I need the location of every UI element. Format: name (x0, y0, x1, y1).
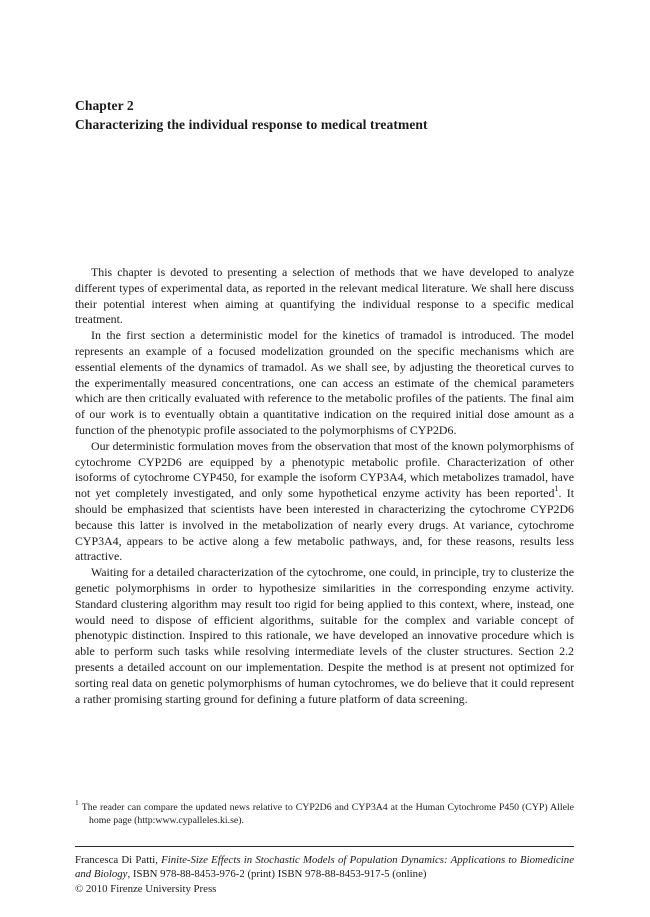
imprint-book-title: Finite-Size Effects in Stochastic Models of Population Dynamics: Applications to Biomedicine and Biology (75, 854, 575, 881)
footnote-item (75, 797, 574, 827)
footnote-marker: 1 (75, 797, 79, 807)
footnote-reference: 1 (554, 484, 559, 494)
paragraph-4: Waiting for a detailed characterization of the cytochrome, one could, in principle, try to clusterize the genetic polymorphisms in order to hypothesize similarities in the corresponding enzyme activity. Standard clustering algorithm may result too rigid for being applied to this context, where, instead, one would need to dispose of efficient algorithms, suitable for the complex and variable concept of phenotypic distinction. Inspired to this rationale, we have developed an innovative procedure which is able to perform such tasks while resolving intermediate levels of the cluster structures. Section 2.2 presents a detailed account on our implementation. Despite the method is at present not optimized for sorting real data on genetic polymorphisms of human cytochromes, we do believe that it could represent a rather promising starting ground for defining a future platform of data screening. (75, 565, 574, 706)
chapter-label: Chapter 2 (75, 98, 134, 113)
paragraph-3 (75, 439, 574, 565)
footer-divider (75, 846, 574, 847)
paragraph-1: This chapter is devoted to presenting a selection of methods that we have developed to analyze different types of experimental data, as reported in the relevant medical literature. We shall here discuss their potential interest when aiming at quantifying the individual response to a specific medical treatment. (75, 265, 574, 327)
chapter-title: Characterizing the individual response to medical treatment (75, 116, 428, 132)
imprint-copyright: © 2010 Firenze University Press (75, 882, 217, 895)
footnote-block (75, 797, 574, 827)
paragraph-3-text-after: . It should be emphasized that scientists have been interested in characterizing the cytochrome CYP2D6 because this latter is involved in the metabolization of nearly every drugs. At variance, cytochrome CYP3A4, appears to be active along a few metabolic pathways, and, for these reasons, results less attractive. (75, 486, 575, 564)
chapter-heading (75, 0, 574, 134)
imprint-isbn: , ISBN 978-88-8453-976-2 (print) ISBN 978-88-8453-917-5 (online) (127, 868, 427, 881)
paragraph-3-text-before: Our deterministic formulation moves from the observation that most of the known polymorphisms of cytochrome CYP2D6 are equipped by a phenotypic metabolic profile. Characterization of other isoforms of cytochrome CYP450, for example the isoform CYP3A4, which metabolizes tramadol, have not yet completely investigated, and only some hypothetical enzyme activity has been reported (75, 438, 574, 501)
imprint-author: Francesca Di Patti, (75, 854, 162, 866)
paragraph-2: In the first section a deterministic model for the kinetics of tramadol is introduced. The model represents an example of a focused modelization grounded on the specific mechanisms which are essential elements of the dynamics of tramadol. As we shall see, by adjusting the theoretical curves to the experimentally measured concentrations, one can access an estimate of the chemical parameters which are then critically evaluated with reference to the metabolic profiles of the patients. The final aim of our work is to eventually obtain a quantitative indication on the required initial dose amount as a function of the phenotypic profile associated to the polymorphisms of CYP2D6. (75, 328, 574, 437)
imprint-footer (75, 853, 574, 896)
chapter-body (75, 265, 574, 707)
footnote-text: The reader can compare the updated news relative to CYP2D6 and CYP3A4 at the Human Cytochrome P450 (CYP) Allele home page (http:www.cypalleles.ki.se). (81, 802, 574, 826)
imprint-text (75, 853, 574, 882)
